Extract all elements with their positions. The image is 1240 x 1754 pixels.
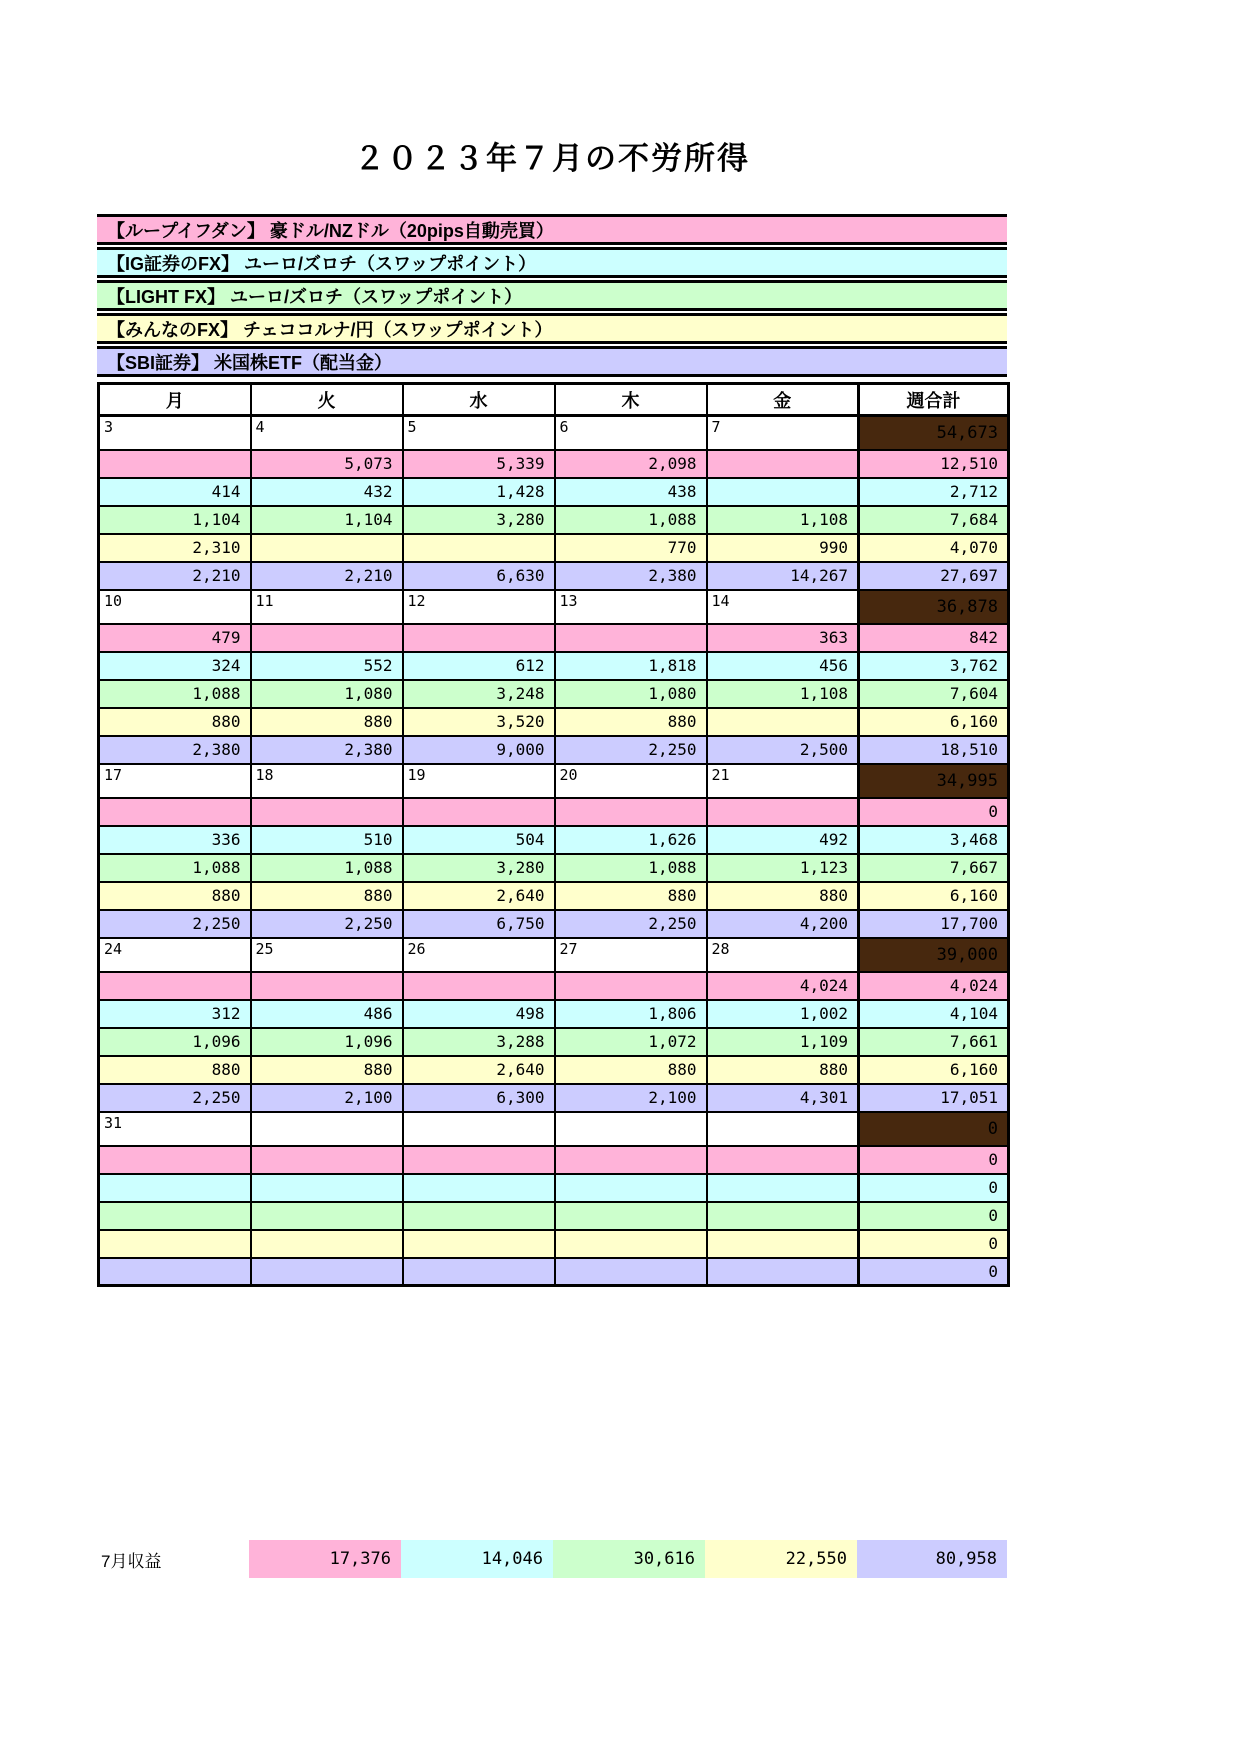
- category-week-total-cell: 2,712: [859, 478, 1009, 506]
- income-value-cell: 1,626: [555, 826, 707, 854]
- monthly-total-sbi-etf: 80,958: [857, 1540, 1007, 1578]
- income-value-cell: 1,088: [251, 854, 403, 882]
- income-value-cell: 9,000: [403, 736, 555, 764]
- income-value-cell: [99, 1230, 251, 1258]
- date-cell: 31: [99, 1112, 251, 1146]
- income-value-cell: 2,380: [251, 736, 403, 764]
- category-week-total-cell: 7,661: [859, 1028, 1009, 1056]
- income-value-cell: [99, 450, 251, 478]
- income-calendar-table: [97, 382, 1010, 1287]
- income-value-cell: [555, 1174, 707, 1202]
- col-header-friday: 金: [707, 384, 859, 416]
- income-value-cell: [251, 1202, 403, 1230]
- income-value-cell: [99, 1202, 251, 1230]
- income-value-cell: [403, 1230, 555, 1258]
- income-value-cell: 2,250: [555, 736, 707, 764]
- income-value-cell: 14,267: [707, 562, 859, 590]
- income-value-cell: [555, 1146, 707, 1174]
- col-header-week-total: 週合計: [859, 384, 1009, 416]
- monthly-total-light-fx: 30,616: [553, 1540, 705, 1578]
- date-cell: 27: [555, 938, 707, 972]
- legend-item-loop-ifudan: 【ループイフダン】 豪ドル/NZドル（20pips自動売買）: [97, 214, 1007, 245]
- income-value-cell: 552: [251, 652, 403, 680]
- income-value-cell: [251, 1258, 403, 1286]
- income-value-cell: [99, 1146, 251, 1174]
- income-value-cell: 438: [555, 478, 707, 506]
- income-value-cell: 1,104: [251, 506, 403, 534]
- week-3-loop-ifudan-row: [99, 798, 1009, 826]
- category-week-total-cell: 4,024: [859, 972, 1009, 1000]
- income-value-cell: [707, 708, 859, 736]
- week-grand-total-cell: 39,000: [859, 938, 1009, 972]
- income-value-cell: 2,500: [707, 736, 859, 764]
- week-5-dates-row: [99, 1112, 1009, 1146]
- week-2-dates-row: [99, 590, 1009, 624]
- category-legend: [97, 214, 1007, 379]
- col-header-thursday: 木: [555, 384, 707, 416]
- income-value-cell: 1,104: [99, 506, 251, 534]
- income-value-cell: [707, 1202, 859, 1230]
- date-cell: 20: [555, 764, 707, 798]
- week-5-sbi-etf-row: [99, 1258, 1009, 1286]
- income-value-cell: 5,339: [403, 450, 555, 478]
- date-cell: 14: [707, 590, 859, 624]
- income-value-cell: [403, 798, 555, 826]
- week-3-sbi-etf-row: [99, 910, 1009, 938]
- income-value-cell: [707, 1174, 859, 1202]
- date-cell: [555, 1112, 707, 1146]
- income-value-cell: 612: [403, 652, 555, 680]
- income-value-cell: [555, 1230, 707, 1258]
- week-1-sbi-etf-row: [99, 562, 1009, 590]
- date-cell: 7: [707, 416, 859, 450]
- income-value-cell: 880: [99, 708, 251, 736]
- week-4-loop-ifudan-row: [99, 972, 1009, 1000]
- income-value-cell: [403, 1202, 555, 1230]
- income-value-cell: 324: [99, 652, 251, 680]
- income-value-cell: [99, 1258, 251, 1286]
- income-value-cell: 1,108: [707, 506, 859, 534]
- income-value-cell: 2,098: [555, 450, 707, 478]
- category-week-total-cell: 3,762: [859, 652, 1009, 680]
- legend-item-sbi-etf: 【SBI証券】 米国株ETF（配当金）: [97, 346, 1007, 377]
- income-value-cell: 2,640: [403, 882, 555, 910]
- income-value-cell: 2,210: [99, 562, 251, 590]
- income-value-cell: 880: [251, 1056, 403, 1084]
- income-value-cell: 6,750: [403, 910, 555, 938]
- income-value-cell: 1,806: [555, 1000, 707, 1028]
- income-value-cell: [707, 1146, 859, 1174]
- week-4-ig-fx-row: [99, 1000, 1009, 1028]
- income-value-cell: 312: [99, 1000, 251, 1028]
- income-value-cell: 2,250: [555, 910, 707, 938]
- monthly-total-ig-fx: 14,046: [401, 1540, 553, 1578]
- income-value-cell: 2,250: [99, 1084, 251, 1112]
- week-1-dates-row: [99, 416, 1009, 450]
- date-cell: 11: [251, 590, 403, 624]
- week-2-light-fx-row: [99, 680, 1009, 708]
- income-value-cell: 492: [707, 826, 859, 854]
- week-4-minna-fx-row: [99, 1056, 1009, 1084]
- col-header-wednesday: 水: [403, 384, 555, 416]
- legend-item-ig-fx: 【IG証券のFX】 ユーロ/ズロチ（スワップポイント）: [97, 247, 1007, 278]
- category-week-total-cell: 6,160: [859, 1056, 1009, 1084]
- income-value-cell: 456: [707, 652, 859, 680]
- income-value-cell: [99, 1174, 251, 1202]
- col-header-tuesday: 火: [251, 384, 403, 416]
- income-value-cell: [99, 798, 251, 826]
- date-cell: 4: [251, 416, 403, 450]
- income-value-cell: [251, 624, 403, 652]
- date-cell: 21: [707, 764, 859, 798]
- monthly-total-minna-fx: 22,550: [705, 1540, 857, 1578]
- income-value-cell: 479: [99, 624, 251, 652]
- income-value-cell: [251, 1146, 403, 1174]
- income-value-cell: 880: [99, 1056, 251, 1084]
- income-value-cell: 3,280: [403, 506, 555, 534]
- income-value-cell: [403, 534, 555, 562]
- date-cell: 10: [99, 590, 251, 624]
- income-value-cell: 486: [251, 1000, 403, 1028]
- income-value-cell: 880: [251, 708, 403, 736]
- category-week-total-cell: 0: [859, 1258, 1009, 1286]
- income-value-cell: 880: [251, 882, 403, 910]
- week-1-loop-ifudan-row: [99, 450, 1009, 478]
- income-value-cell: 1,108: [707, 680, 859, 708]
- income-value-cell: 2,250: [99, 910, 251, 938]
- week-1-ig-fx-row: [99, 478, 1009, 506]
- income-value-cell: [403, 1174, 555, 1202]
- income-value-cell: 4,024: [707, 972, 859, 1000]
- income-value-cell: 2,380: [555, 562, 707, 590]
- income-value-cell: 498: [403, 1000, 555, 1028]
- week-5-ig-fx-row: [99, 1174, 1009, 1202]
- week-grand-total-cell: 54,673: [859, 416, 1009, 450]
- col-header-monday: 月: [99, 384, 251, 416]
- date-cell: [403, 1112, 555, 1146]
- income-value-cell: 1,818: [555, 652, 707, 680]
- income-value-cell: 880: [555, 708, 707, 736]
- income-value-cell: 4,301: [707, 1084, 859, 1112]
- week-1-minna-fx-row: [99, 534, 1009, 562]
- income-value-cell: 4,200: [707, 910, 859, 938]
- date-cell: 5: [403, 416, 555, 450]
- income-value-cell: 3,280: [403, 854, 555, 882]
- income-value-cell: [403, 624, 555, 652]
- category-week-total-cell: 18,510: [859, 736, 1009, 764]
- legend-item-light-fx: 【LIGHT FX】 ユーロ/ズロチ（スワップポイント）: [97, 280, 1007, 311]
- category-week-total-cell: 4,070: [859, 534, 1009, 562]
- income-value-cell: 6,300: [403, 1084, 555, 1112]
- income-value-cell: [251, 534, 403, 562]
- date-cell: 26: [403, 938, 555, 972]
- income-value-cell: [555, 1202, 707, 1230]
- week-3-dates-row: [99, 764, 1009, 798]
- week-grand-total-cell: 34,995: [859, 764, 1009, 798]
- income-value-cell: 3,288: [403, 1028, 555, 1056]
- category-week-total-cell: 7,684: [859, 506, 1009, 534]
- week-5-minna-fx-row: [99, 1230, 1009, 1258]
- date-cell: 19: [403, 764, 555, 798]
- category-week-total-cell: 0: [859, 1174, 1009, 1202]
- income-value-cell: 6,630: [403, 562, 555, 590]
- income-value-cell: [99, 972, 251, 1000]
- category-week-total-cell: 17,051: [859, 1084, 1009, 1112]
- category-week-total-cell: 0: [859, 1146, 1009, 1174]
- monthly-total-loop-ifudan: 17,376: [249, 1540, 401, 1578]
- income-value-cell: 1,002: [707, 1000, 859, 1028]
- category-week-total-cell: 6,160: [859, 708, 1009, 736]
- monthly-summary-row: [97, 1540, 1007, 1578]
- income-value-cell: [707, 798, 859, 826]
- date-cell: [707, 1112, 859, 1146]
- date-cell: 12: [403, 590, 555, 624]
- category-week-total-cell: 4,104: [859, 1000, 1009, 1028]
- page-title: ２０２３年７月の不労所得: [354, 141, 750, 177]
- category-week-total-cell: 6,160: [859, 882, 1009, 910]
- income-value-cell: [251, 1174, 403, 1202]
- income-value-cell: 510: [251, 826, 403, 854]
- income-value-cell: 2,100: [251, 1084, 403, 1112]
- income-value-cell: [555, 1258, 707, 1286]
- income-value-cell: [555, 972, 707, 1000]
- income-value-cell: 1,428: [403, 478, 555, 506]
- date-cell: 3: [99, 416, 251, 450]
- week-grand-total-cell: 36,878: [859, 590, 1009, 624]
- category-week-total-cell: 3,468: [859, 826, 1009, 854]
- week-grand-total-cell: 0: [859, 1112, 1009, 1146]
- date-cell: 28: [707, 938, 859, 972]
- income-value-cell: 1,088: [555, 506, 707, 534]
- week-2-loop-ifudan-row: [99, 624, 1009, 652]
- income-value-cell: 414: [99, 478, 251, 506]
- income-value-cell: 1,096: [99, 1028, 251, 1056]
- income-value-cell: [403, 1146, 555, 1174]
- income-value-cell: 2,250: [251, 910, 403, 938]
- income-value-cell: [555, 624, 707, 652]
- week-2-sbi-etf-row: [99, 736, 1009, 764]
- income-value-cell: 880: [707, 882, 859, 910]
- income-value-cell: 880: [707, 1056, 859, 1084]
- date-cell: 18: [251, 764, 403, 798]
- income-value-cell: 1,109: [707, 1028, 859, 1056]
- income-value-cell: 990: [707, 534, 859, 562]
- income-value-cell: 880: [555, 1056, 707, 1084]
- week-1-light-fx-row: [99, 506, 1009, 534]
- week-3-minna-fx-row: [99, 882, 1009, 910]
- income-value-cell: [707, 1230, 859, 1258]
- income-value-cell: [555, 798, 707, 826]
- income-value-cell: 880: [555, 882, 707, 910]
- week-5-light-fx-row: [99, 1202, 1009, 1230]
- income-value-cell: 2,210: [251, 562, 403, 590]
- week-2-ig-fx-row: [99, 652, 1009, 680]
- income-value-cell: 2,100: [555, 1084, 707, 1112]
- legend-item-minna-fx: 【みんなのFX】 チェココルナ/円（スワップポイント）: [97, 313, 1007, 344]
- income-value-cell: 1,080: [251, 680, 403, 708]
- income-value-cell: [251, 798, 403, 826]
- income-value-cell: 1,080: [555, 680, 707, 708]
- income-value-cell: [707, 450, 859, 478]
- income-value-cell: [251, 972, 403, 1000]
- income-value-cell: 770: [555, 534, 707, 562]
- monthly-summary-label: 7月収益: [101, 1551, 162, 1571]
- category-week-total-cell: 7,667: [859, 854, 1009, 882]
- week-3-light-fx-row: [99, 854, 1009, 882]
- category-week-total-cell: 27,697: [859, 562, 1009, 590]
- date-cell: 17: [99, 764, 251, 798]
- income-value-cell: 2,640: [403, 1056, 555, 1084]
- date-cell: 6: [555, 416, 707, 450]
- category-week-total-cell: 842: [859, 624, 1009, 652]
- income-value-cell: [403, 972, 555, 1000]
- week-4-sbi-etf-row: [99, 1084, 1009, 1112]
- income-value-cell: 3,248: [403, 680, 555, 708]
- category-week-total-cell: 17,700: [859, 910, 1009, 938]
- income-value-cell: [707, 1258, 859, 1286]
- week-4-dates-row: [99, 938, 1009, 972]
- income-value-cell: [707, 478, 859, 506]
- category-week-total-cell: 7,604: [859, 680, 1009, 708]
- date-cell: 25: [251, 938, 403, 972]
- week-3-ig-fx-row: [99, 826, 1009, 854]
- income-value-cell: 2,380: [99, 736, 251, 764]
- income-value-cell: 1,088: [555, 854, 707, 882]
- income-value-cell: 5,073: [251, 450, 403, 478]
- category-week-total-cell: 12,510: [859, 450, 1009, 478]
- week-2-minna-fx-row: [99, 708, 1009, 736]
- date-cell: 13: [555, 590, 707, 624]
- income-value-cell: 2,310: [99, 534, 251, 562]
- week-5-loop-ifudan-row: [99, 1146, 1009, 1174]
- category-week-total-cell: 0: [859, 1230, 1009, 1258]
- income-value-cell: 363: [707, 624, 859, 652]
- category-week-total-cell: 0: [859, 798, 1009, 826]
- category-week-total-cell: 0: [859, 1202, 1009, 1230]
- income-value-cell: 3,520: [403, 708, 555, 736]
- weekday-header-row: [99, 384, 1009, 416]
- income-value-cell: 1,123: [707, 854, 859, 882]
- week-4-light-fx-row: [99, 1028, 1009, 1056]
- income-value-cell: 1,088: [99, 680, 251, 708]
- income-value-cell: [251, 1230, 403, 1258]
- income-value-cell: 432: [251, 478, 403, 506]
- date-cell: [251, 1112, 403, 1146]
- income-value-cell: 880: [99, 882, 251, 910]
- income-value-cell: 504: [403, 826, 555, 854]
- income-value-cell: 1,072: [555, 1028, 707, 1056]
- date-cell: 24: [99, 938, 251, 972]
- income-value-cell: 336: [99, 826, 251, 854]
- income-value-cell: 1,088: [99, 854, 251, 882]
- income-value-cell: 1,096: [251, 1028, 403, 1056]
- income-value-cell: [403, 1258, 555, 1286]
